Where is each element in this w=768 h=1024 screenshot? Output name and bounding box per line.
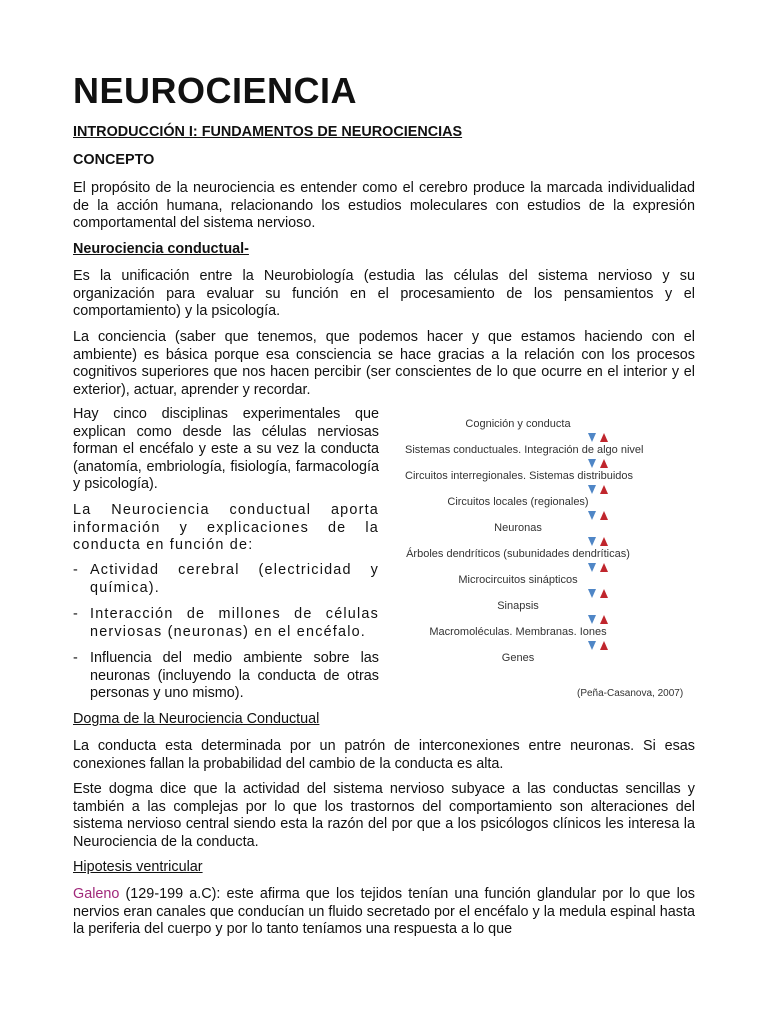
level-label: Sistemas conductuales. Integración de algo nivel bbox=[405, 444, 644, 456]
arrow-pair-icon bbox=[588, 432, 608, 444]
level-label: Sinapsis bbox=[497, 600, 539, 612]
concept-paragraph: El propósito de la neurociencia es entender como el cerebro produce la marcada individualidad de la acción humana, relacionando los estudios moleculares con estudios de la expresión comportamental del sistema nervioso. bbox=[73, 180, 695, 231]
dogma-paragraph-2: Este dogma dice que la actividad del sistema nervioso subyace a las conductas sencillas y también a las complejas por lo que los trastornos del comportamiento son alteraciones del sistema nervioso central siendo esta la razón del por que a los psicólogos clínicos les interesa la Neurociencia de la conducta. bbox=[73, 781, 695, 850]
list-item bbox=[73, 650, 379, 703]
list-dash: - bbox=[73, 606, 78, 622]
disciplines-paragraph: Hay cinco disciplinas experimentales que explican como desde las células nerviosas forman el encéfalo y este a su vez la conducta (anatomía, embriología, fisiología, farmacología y psicología). bbox=[73, 406, 379, 492]
neuroscience-levels-diagram bbox=[405, 410, 705, 710]
list-item-text: Influencia del medio ambiente sobre las neuronas (incluyendo la conducta de otras personas y uno mismo). bbox=[90, 650, 379, 701]
list-dash: - bbox=[73, 650, 78, 666]
list-item-text: Actividad cerebral (electricidad y química). bbox=[90, 562, 379, 596]
level-label: Circuitos locales (regionales) bbox=[447, 496, 589, 508]
level-label: Neuronas bbox=[494, 522, 542, 534]
arrow-pair-icon bbox=[588, 536, 608, 548]
concept-heading: CONCEPTO bbox=[73, 152, 155, 168]
level-label: Circuitos interregionales. Sistemas distribuidos bbox=[405, 470, 634, 482]
arrow-pair-icon bbox=[588, 588, 608, 600]
behavioral-paragraph: Es la unificación entre la Neurobiología (estudia las células del sistema nervioso y su organización para evaluar su función en el procesamiento de los pensamientos y el comportamiento) y la psicología. bbox=[73, 268, 695, 319]
contribution-text: La Neurociencia conductual aporta información y explicaciones de la conducta en función de: bbox=[73, 502, 379, 553]
galeno-name: Galeno bbox=[73, 886, 120, 902]
ventricular-heading: Hipotesis ventricular bbox=[73, 859, 203, 875]
level-label: Microcircuitos sinápticos bbox=[458, 574, 578, 586]
list-item bbox=[73, 606, 379, 641]
level-label: Macromoléculas. Membranas. Iones bbox=[429, 626, 607, 638]
list-item bbox=[73, 562, 379, 597]
galeno-paragraph bbox=[73, 886, 695, 939]
arrow-pair-icon bbox=[588, 510, 608, 522]
figure-citation: (Peña-Casanova, 2007) bbox=[577, 688, 684, 699]
galeno-text: (129-199 a.C): este afirma que los tejidos tenían una función glandular por lo que los nervios eran canales que conducían un fluido secretado por el encéfalo y la medula espinal hasta la periferia del cuerpo y por lo tanto teníamos una respuesta a lo que bbox=[73, 886, 695, 937]
arrow-pair-icon bbox=[588, 458, 608, 470]
arrow-pair-icon bbox=[588, 640, 608, 652]
dogma-heading: Dogma de la Neurociencia Conductual bbox=[73, 711, 320, 727]
behavioral-heading: Neurociencia conductual- bbox=[73, 241, 249, 257]
subtitle: INTRODUCCIÓN I: FUNDAMENTOS DE NEUROCIENCIAS bbox=[73, 124, 463, 140]
level-label: Árboles dendríticos (subunidades dendríticas) bbox=[406, 548, 630, 560]
dogma-paragraph-1: La conducta esta determinada por un patrón de interconexiones entre neuronas. Si esas conexiones fallan la probabilidad del cambio de la conducta es alta. bbox=[73, 738, 695, 772]
arrow-pair-icon bbox=[588, 562, 608, 574]
page-title: NEUROCIENCIA bbox=[73, 70, 358, 111]
conscience-paragraph: La conciencia (saber que tenemos, que podemos hacer y que estamos haciendo con el ambiente) es básica porque esa consciencia se hace gracias a la relación con los procesos cognitivos superiores que nos hacen percibir (ser conscientes de lo que ocurre en el interior y el exterior), actuar, aprender y recordar. bbox=[73, 329, 695, 398]
arrow-pair-icon bbox=[588, 484, 608, 496]
list-dash: - bbox=[73, 562, 78, 578]
level-label: Cognición y conducta bbox=[465, 418, 571, 430]
list-item-text: Interacción de millones de células nerviosas (neuronas) en el encéfalo. bbox=[90, 606, 379, 640]
arrow-pair-icon bbox=[588, 614, 608, 626]
contribution-paragraph bbox=[73, 502, 379, 555]
level-label: Genes bbox=[501, 652, 535, 664]
